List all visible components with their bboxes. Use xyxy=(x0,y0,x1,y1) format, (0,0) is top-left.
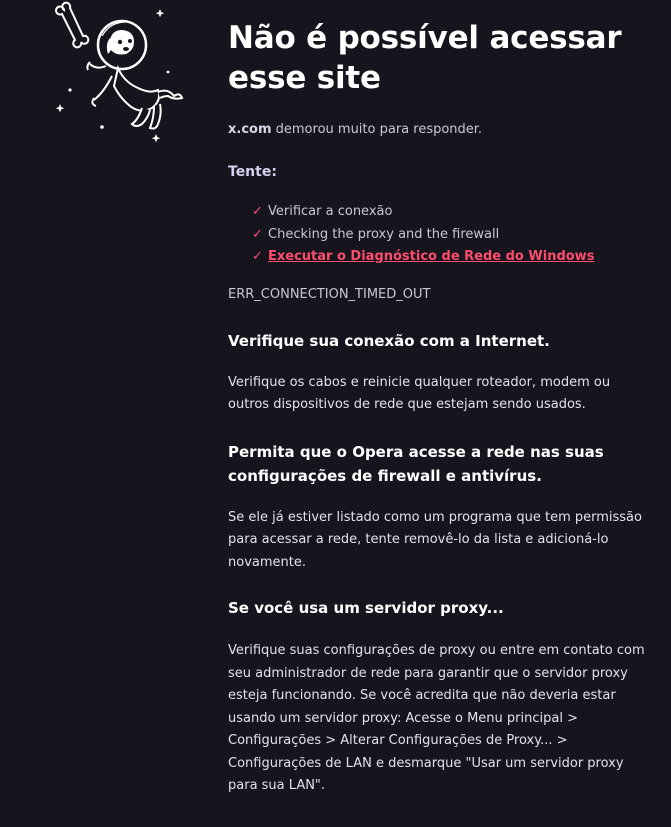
page-title: Não é possível acessar esse site xyxy=(228,20,622,96)
error-code: ERR_CONNECTION_TIMED_OUT xyxy=(228,286,431,302)
section-heading-firewall: Permita que o Opera acesse a rede nas suas configurações de firewall e antivírus. xyxy=(228,442,604,485)
error-message: demorou muito para responder. xyxy=(271,122,483,137)
check-icon: ✓ xyxy=(252,204,263,219)
suggestions-list xyxy=(228,201,648,269)
check-icon: ✓ xyxy=(252,226,263,242)
space-dog-astronaut-icon xyxy=(50,0,190,150)
site-domain: x.com xyxy=(228,122,272,137)
section-body-internet: Verifique os cabos e reinicie qualquer roteador, modem ou outros dispositivos de rede que estejam sendo usados. xyxy=(228,374,611,412)
bone-icon xyxy=(56,3,88,48)
error-summary xyxy=(228,120,648,140)
suggestion-label: Verificar a conexão xyxy=(268,204,393,219)
section-heading-proxy: Se você usa um servidor proxy... xyxy=(228,599,504,617)
suggestion-check-connection xyxy=(252,201,648,224)
suggestion-label: Checking the proxy and the firewall xyxy=(268,226,500,242)
suggestion-check-proxy xyxy=(252,224,648,247)
section-body-firewall: Se ele já estiver listado como um programa que tem permissão para acessar a rede, tente removê-lo da lista e adicioná-lo novamente. xyxy=(228,509,642,570)
error-content xyxy=(228,18,648,798)
section-heading-internet: Verifique sua conexão com a Internet. xyxy=(228,331,550,350)
try-label: Tente: xyxy=(228,164,277,180)
section-body-proxy: Verifique suas configurações de proxy ou entre em contato com seu administrador de rede para garantir que o servidor proxy esteja funcionando. Se você acredita que não deveria estar usando um servidor proxy: Acesse o Menu principal > Configurações > Alterar Configurações de Proxy... > Configurações de LAN e desmarque "Usar um servidor proxy para sua LAN". xyxy=(228,643,645,793)
suggestion-network-diagnostics xyxy=(252,246,648,269)
network-diagnostics-link[interactable]: Executar o Diagnóstico de Rede do Windows xyxy=(268,249,595,264)
check-icon: ✓ xyxy=(252,249,263,264)
